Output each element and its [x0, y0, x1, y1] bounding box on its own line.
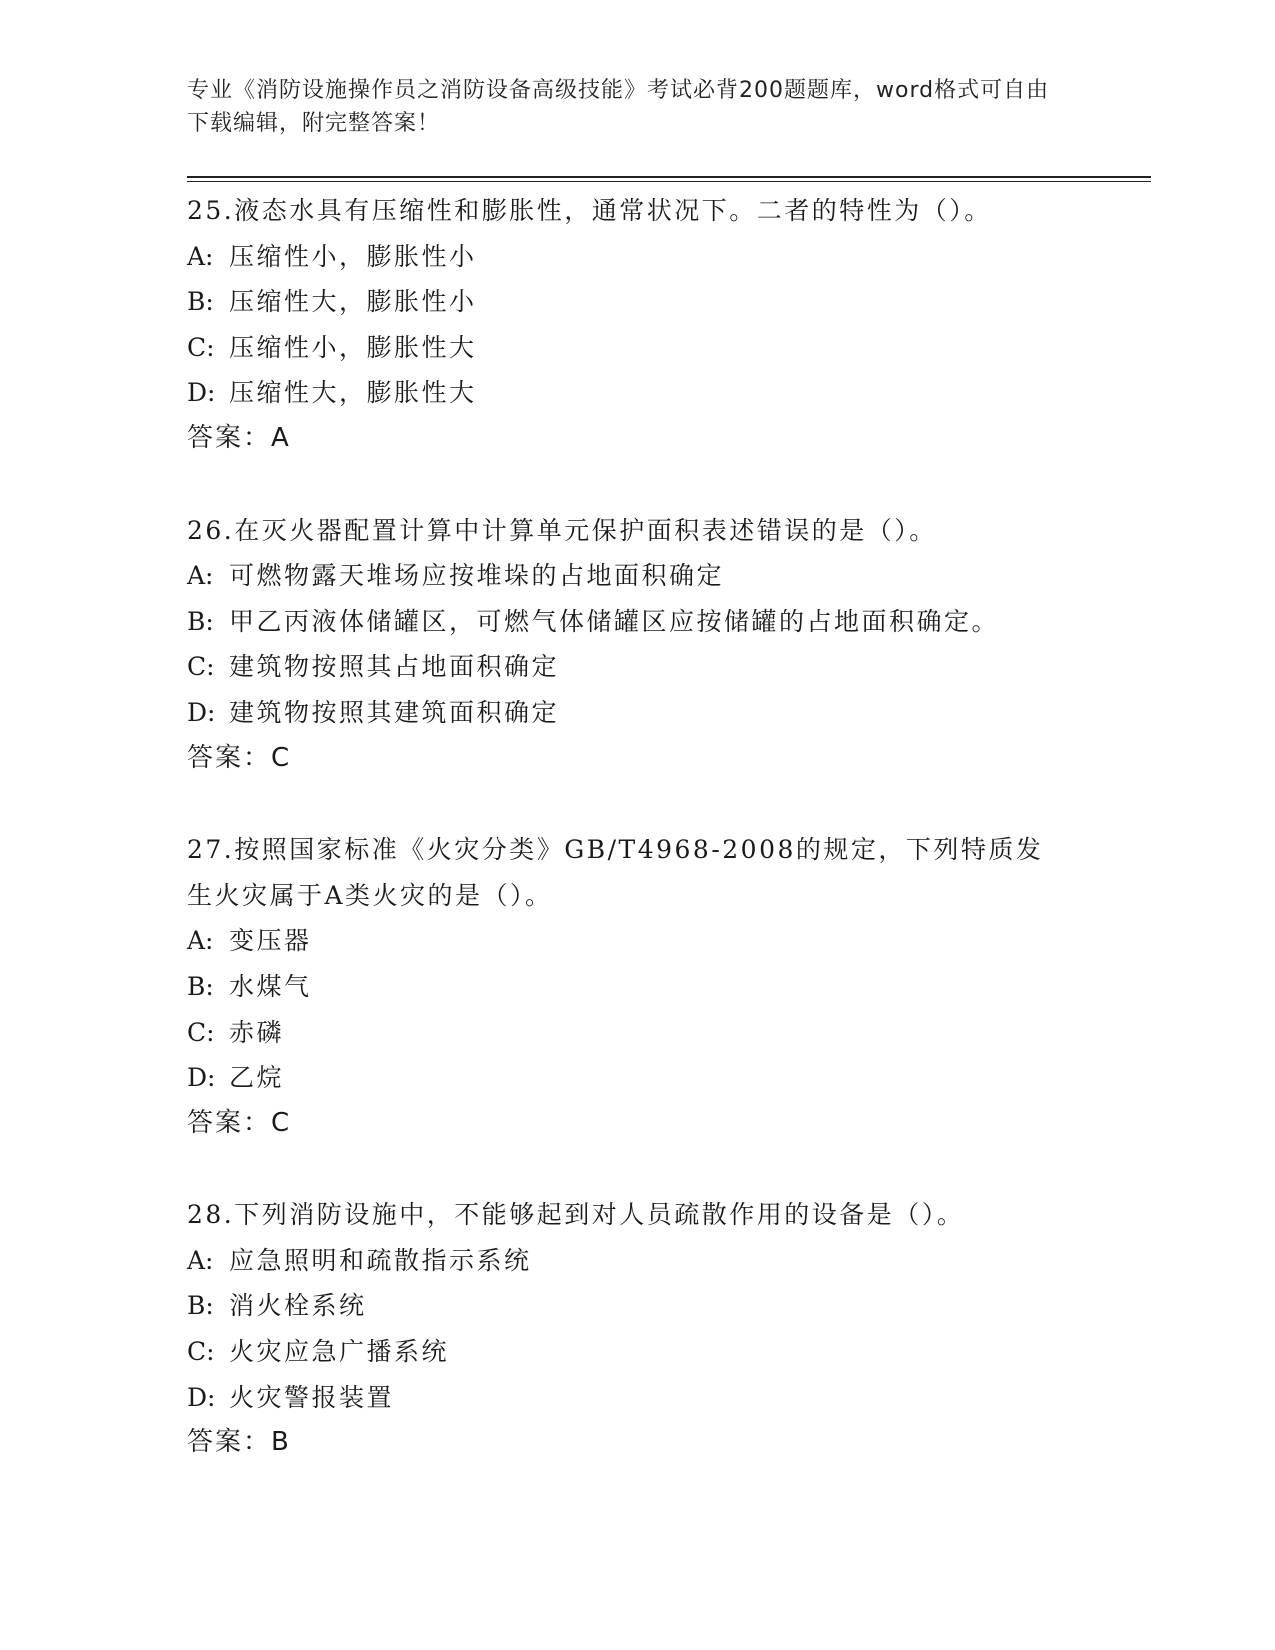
option-text: 火灾应急广播系统	[229, 1337, 450, 1367]
answer: 答案：C	[187, 742, 292, 773]
question-25	[187, 188, 1147, 462]
option-label: C:	[187, 332, 215, 362]
option-text: 水煤气	[229, 971, 312, 1001]
option-text: 建筑物按照其建筑面积确定	[229, 697, 560, 727]
option-label: B:	[187, 971, 214, 1001]
option-b	[187, 964, 1147, 1010]
option-text: 应急照明和疏散指示系统	[229, 1245, 532, 1275]
option-text: 压缩性大，膨胀性小	[229, 287, 477, 317]
option-a	[187, 234, 1147, 280]
option-label: D:	[187, 697, 216, 727]
header-divider-thick	[187, 176, 1151, 178]
option-label: A:	[187, 561, 214, 591]
answer: 答案：C	[187, 1107, 292, 1138]
option-label: A:	[187, 926, 214, 956]
option-text: 压缩性小，膨胀性小	[229, 241, 477, 271]
question-stem: 28.下列消防设施中，不能够起到对人员疏散作用的设备是（）。	[187, 1200, 965, 1230]
option-text: 甲乙丙液体储罐区，可燃气体储罐区应按储罐的占地面积确定。	[229, 606, 1000, 636]
answer: 答案：B	[187, 1427, 291, 1458]
option-text: 火灾警报装置	[229, 1382, 395, 1412]
option-d	[187, 1375, 1147, 1421]
option-label: B:	[187, 606, 214, 636]
option-b	[187, 1283, 1147, 1329]
option-c	[187, 644, 1147, 690]
option-a	[187, 553, 1147, 599]
question-stem: 26.在灭火器配置计算中计算单元保护面积表述错误的是（）。	[187, 515, 937, 545]
question-26	[187, 508, 1147, 782]
option-label: A:	[187, 241, 214, 271]
option-a	[187, 1238, 1147, 1284]
option-text: 压缩性小，膨胀性大	[229, 332, 477, 362]
question-list	[187, 188, 1147, 1512]
option-label: D:	[187, 378, 216, 408]
option-label: B:	[187, 1291, 214, 1321]
option-a	[187, 918, 1147, 964]
option-d	[187, 370, 1147, 416]
option-c	[187, 1329, 1147, 1375]
option-text: 乙烷	[229, 1063, 285, 1093]
option-text: 赤磷	[229, 1017, 285, 1047]
question-stem: 25.液态水具有压缩性和膨胀性，通常状况下。二者的特性为（）。	[187, 196, 992, 225]
option-label: C:	[187, 1337, 215, 1367]
option-label: A:	[187, 1245, 214, 1275]
question-27	[187, 827, 1147, 1146]
option-text: 建筑物按照其占地面积确定	[229, 652, 560, 682]
header-divider-thin	[187, 181, 1151, 182]
option-label: C:	[187, 652, 215, 682]
option-label: D:	[187, 1382, 216, 1412]
document-header: 专业《消防设施操作员之消防设备高级技能》考试必背200题题库，word格式可自由下载编辑，附完整答案！	[187, 78, 1050, 136]
option-label: D:	[187, 1063, 216, 1093]
answer: 答案：A	[187, 422, 291, 453]
option-b	[187, 279, 1147, 325]
option-text: 变压器	[229, 926, 312, 956]
option-text: 消火栓系统	[229, 1291, 367, 1321]
option-c	[187, 325, 1147, 371]
option-c	[187, 1010, 1147, 1056]
option-d	[187, 1055, 1147, 1101]
option-d	[187, 690, 1147, 736]
question-28	[187, 1192, 1147, 1466]
option-text: 压缩性大，膨胀性大	[229, 378, 477, 408]
option-b	[187, 599, 1147, 645]
option-text: 可燃物露天堆场应按堆垛的占地面积确定	[229, 561, 725, 591]
option-label: B:	[187, 287, 214, 317]
option-label: C:	[187, 1017, 215, 1047]
question-stem: 27.按照国家标准《火灾分类》GB/T4968-2008的规定，下列特质发生火灾属于A类火灾的是（）。	[187, 835, 1044, 910]
